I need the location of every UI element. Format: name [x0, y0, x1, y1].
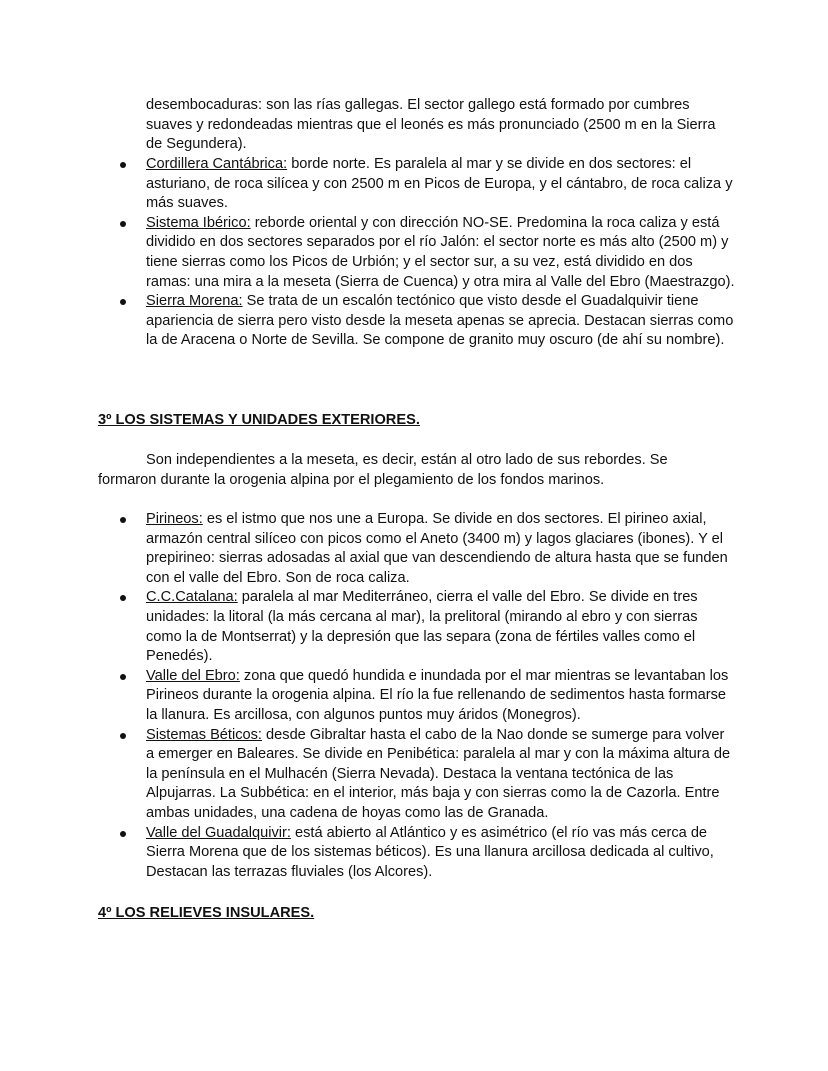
item-text: borde norte. Es paralela al mar y se divide en dos sectores: el asturiano, de roca silícea y con 2500 m en Picos de Europa, y el cántabro, de roca caliza y más suaves. [146, 156, 733, 212]
list-item [0, 588, 736, 666]
item-text: desde Gibraltar hasta el cabo de la Nao donde se sumerge para volver a emerger en Baleares. Se divide en Penibética: paralela al mar y con la máxima altura de la península en el Mulhacén (Sierra Nevada). Destaca la ventana tectónica de las Alpujarras. La Subbética: en el interior, más baja y con sierras como la de Cazorla. Entre ambas unidades, una cadena de hoyas como las de Granada. [146, 726, 731, 821]
list-item [0, 726, 736, 824]
item-text: es el istmo que nos une a Europa. Se divide en dos sectores. El pirineo axial, armazón central silíceo con picos como el Aneto (3400 m) y lagos glaciares (ibones). Y el prepirineo: sierras adosadas al axial que van descendiendo de altura hasta que se funden con el valle del Ebro. Son de roca caliza. [146, 511, 728, 586]
bullet-icon [120, 299, 126, 305]
item-text: paralela al mar Mediterráneo, cierra el valle del Ebro. Se divide en tres unidades: la litoral (la más cercana al mar), la prelitoral (mirando al ebro y con sierras como la de Montserrat) y la depresión que las separa (zona de fértiles valles como el Penedés). [146, 589, 698, 665]
bullet-icon [120, 733, 126, 739]
list-item [0, 510, 736, 588]
item-text: está abierto al Atlántico y es asimétrico (el río vas más cerca de Sierra Morena que de los sistemas béticos). Es una llanura arcillosa dedicada al cultivo, Destacan las terrazas fluviales (los Alcores). [146, 824, 714, 880]
item-term: Sistema Ibérico: [146, 214, 251, 231]
item-term: Sistemas Béticos: [146, 726, 262, 743]
item-text: zona que quedó hundida e inundada por el mar mientras se levantaban los Pirineos durante la orogenia alpina. El río la fue rellenando de sedimentos hasta formarse la llanura. Es arcillosa, con algunos puntos muy áridos (Monegros). [146, 667, 729, 723]
list-item [0, 824, 736, 883]
item-text: Se trata de un escalón tectónico que visto desde el Guadalquivir tiene apariencia de sierra pero visto desde la meseta apenas se aprecia. Destacan sierras como la de Aracena o Norte de Sevilla. Se compone de granito muy oscuro (de ahí su nombre). [146, 293, 734, 349]
section-4-title: 4º LOS RELIEVES INSULARES. [98, 905, 315, 921]
item-term: Valle del Guadalquivir: [146, 824, 291, 841]
list-item [0, 667, 736, 726]
interior-systems-list [0, 155, 828, 351]
item-term: Cordillera Cantábrica: [146, 156, 288, 172]
item-term: Pirineos: [146, 511, 203, 527]
section-3-title: 3º LOS SISTEMAS Y UNIDADES EXTERIORES. [98, 412, 420, 428]
item-term: Sierra Morena: [146, 293, 243, 310]
item-term: C.C.Catalana: [146, 589, 238, 606]
bullet-icon [120, 595, 126, 601]
bullet-icon [120, 221, 126, 227]
exterior-systems-list [0, 510, 828, 882]
item-text: reborde oriental y con dirección NO-SE. Predomina la roca caliza y está dividido en dos sectores separados por el río Jalón: el sector norte es más alto (2500 m) y tiene sierras como los Picos de Urbión; y el sector sur, a su vez, está dividido en dos ramas: una mira a la meseta (Sierra de Cuenca) y otra mira al Valle del Ebro (Maestrazgo). [146, 214, 735, 290]
continuation-paragraph: desembocaduras: son las rías gallegas. El sector gallego está formado por cumbres suaves y redondeadas mientras que el leonés es más pronunciado (2500 m en la Sierra de Segundera). [146, 97, 716, 153]
bullet-icon [120, 517, 126, 523]
bullet-icon [120, 674, 126, 680]
list-item [0, 292, 736, 351]
bullet-icon [120, 162, 126, 168]
section-3-intro: Son independientes a la meseta, es decir, están al otro lado de sus rebordes. Se formaron durante la orogenia alpina por el plegamiento de los fondos marinos. [98, 452, 668, 488]
list-item [0, 214, 736, 292]
bullet-icon [120, 831, 126, 837]
list-item [0, 155, 736, 214]
item-term: Valle del Ebro: [146, 667, 240, 684]
